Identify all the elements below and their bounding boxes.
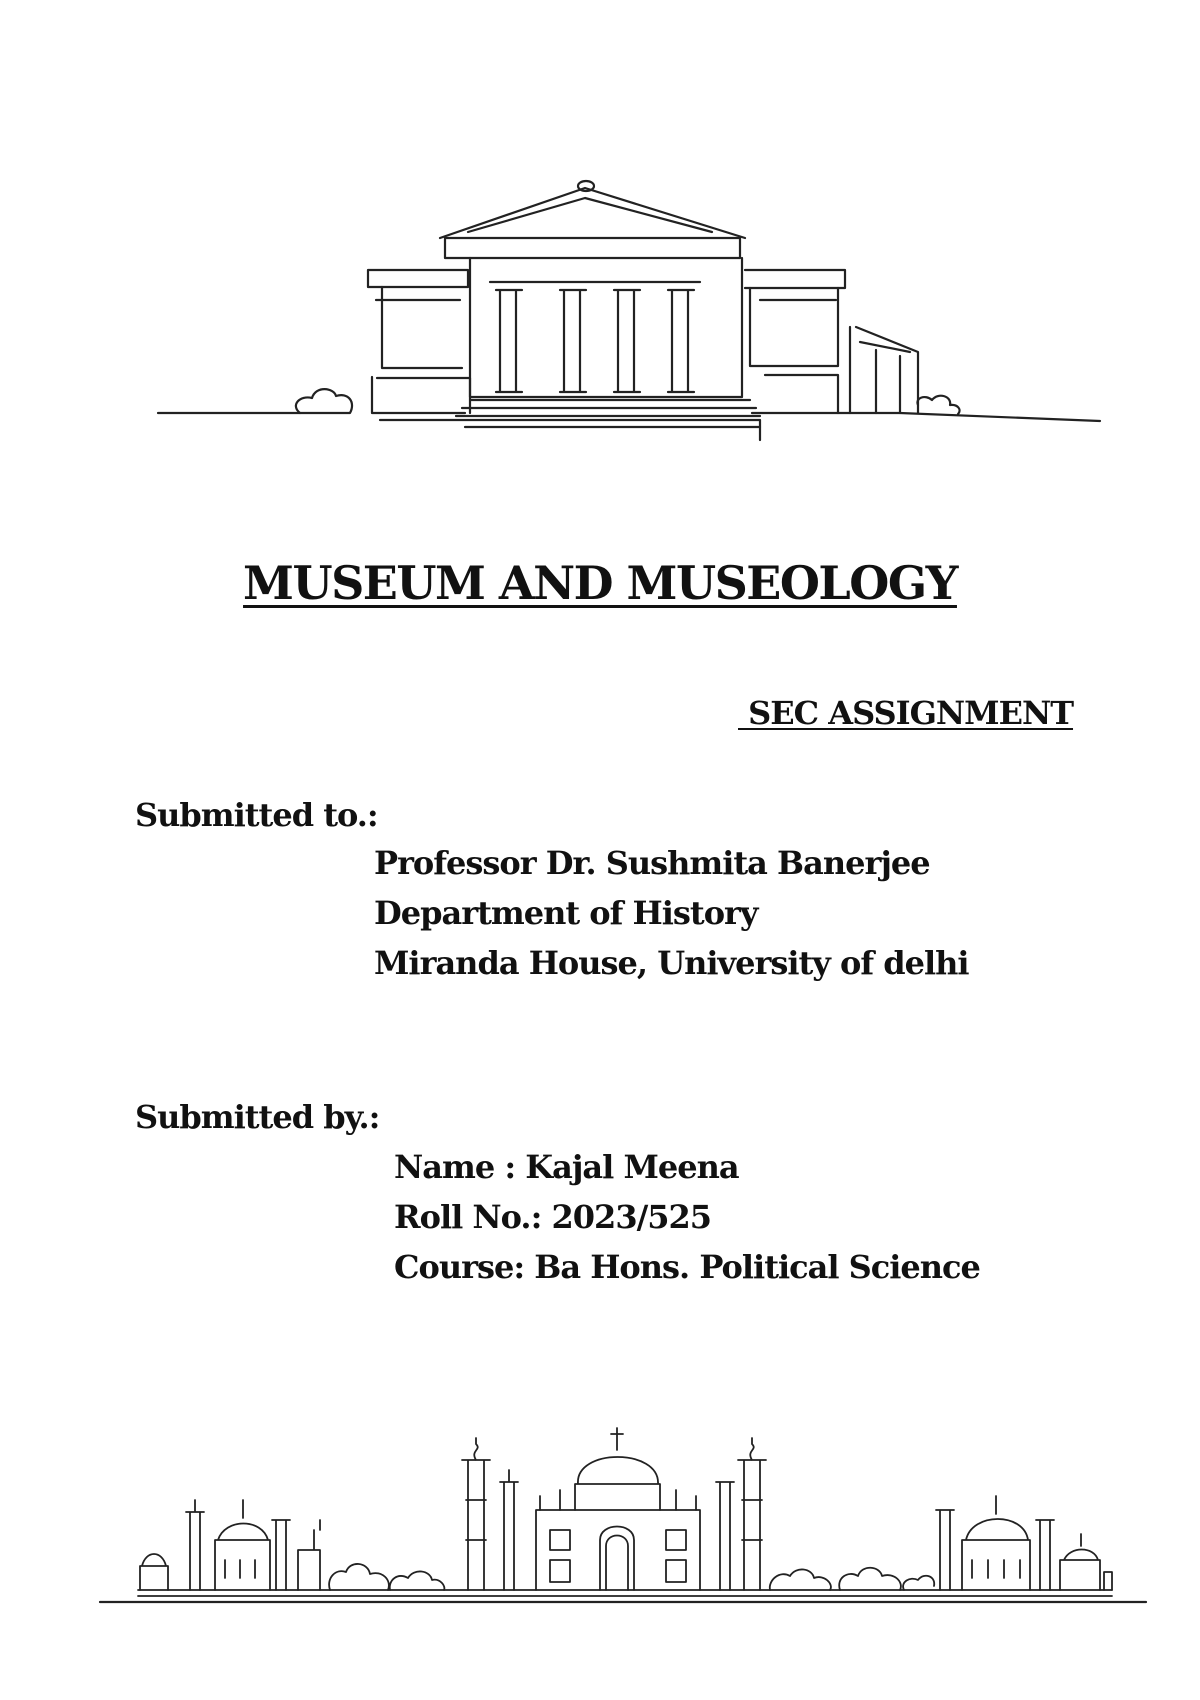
museum-building-illustration bbox=[0, 0, 1200, 460]
submitted-to-heading: Submitted to.: bbox=[135, 796, 378, 834]
document-title: MUSEUM AND MUSEOLOGY bbox=[243, 556, 957, 610]
recipient-institution: Miranda House, University of delhi bbox=[374, 944, 969, 982]
recipient-name: Professor Dr. Sushmita Banerjee bbox=[374, 844, 930, 882]
monument-skyline-illustration bbox=[0, 1400, 1200, 1700]
submitted-to-block bbox=[374, 838, 969, 988]
assignment-subtitle: SEC ASSIGNMENT bbox=[738, 694, 1074, 732]
student-roll-number: Roll No.: 2023/525 bbox=[394, 1198, 712, 1236]
submitted-by-block bbox=[394, 1142, 980, 1292]
student-name: Name : Kajal Meena bbox=[394, 1148, 739, 1186]
recipient-department: Department of History bbox=[374, 894, 758, 932]
student-course: Course: Ba Hons. Political Science bbox=[394, 1248, 980, 1286]
submitted-by-heading: Submitted by.: bbox=[135, 1098, 380, 1136]
